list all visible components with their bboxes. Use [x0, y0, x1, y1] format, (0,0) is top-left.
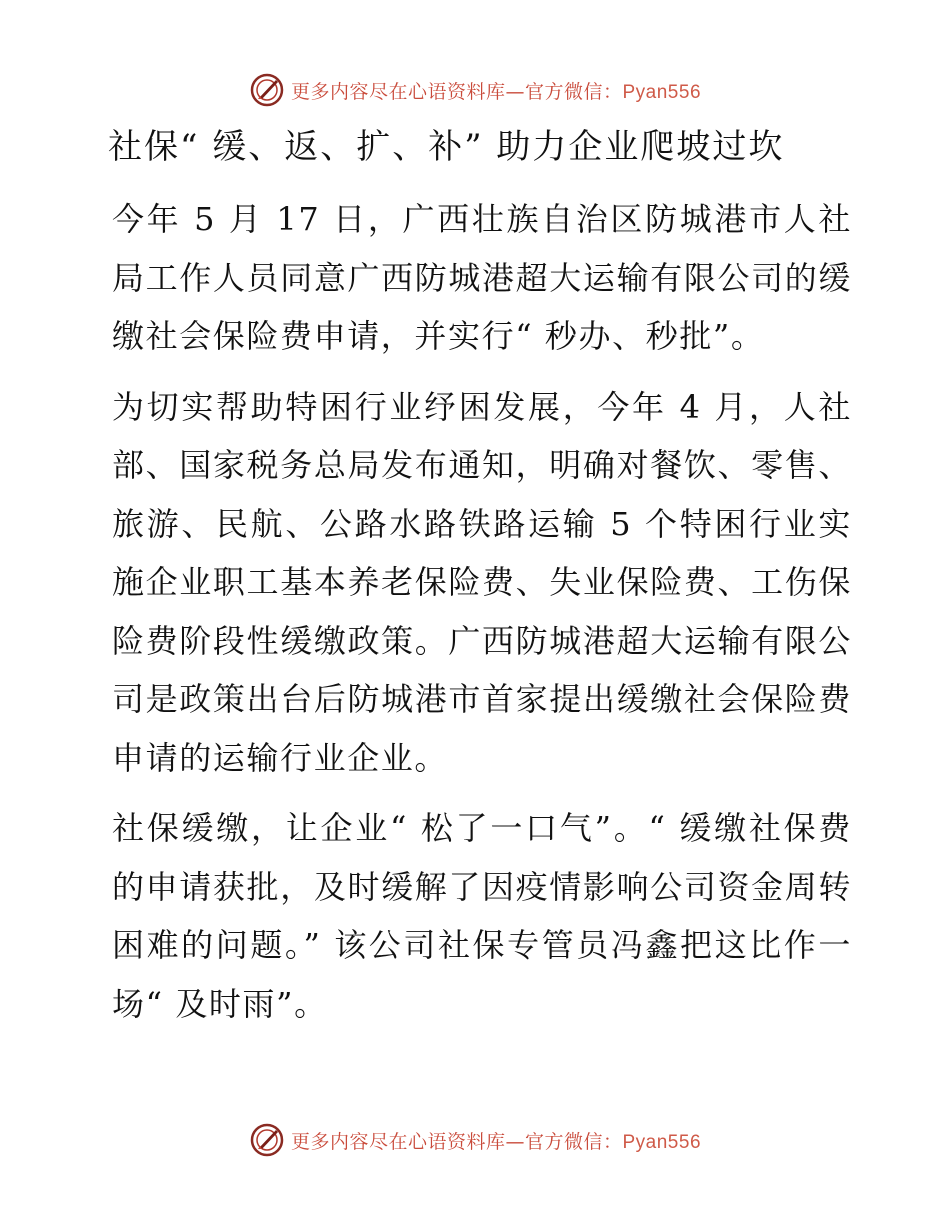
quill-seal-icon — [249, 72, 285, 108]
paragraph-1: 今年 5 月 17 日，广西壮族自治区防城港市人社局工作人员同意广西防城港超大运输有限公司的缓缴社会保险费申请，并实行“ 秒办、秒批”。 — [112, 200, 852, 355]
document-title: 社保“ 缓、返、扩、补” 助力企业爬坡过坎 — [108, 127, 785, 167]
watermark-text — [291, 77, 701, 104]
header-watermark — [0, 70, 950, 110]
watermark-brand: 更多内容尽在心语资料库—官方微信： — [290, 80, 623, 103]
quill-seal-icon — [249, 1122, 285, 1158]
watermark-id: Pyan556 — [622, 1131, 702, 1153]
paragraph-3: 社保缓缴，让企业“ 松了一口气”。“ 缓缴社保费的申请获批，及时缓解了因疫情影响公司资金周转困难的问题。” 该公司社保专管员冯鑫把这比作一场“ 及时雨”。 — [112, 809, 852, 1023]
footer-watermark — [0, 1120, 950, 1160]
document-body — [104, 118, 852, 1033]
watermark-id: Pyan556 — [622, 81, 702, 103]
paragraph-2: 为切实帮助特困行业纾困发展，今年 4 月，人社部、国家税务总局发布通知，明确对餐饮、零售、旅游、民航、公路水路铁路运输 5 个特困行业实施企业职工基本养老保险费、失业保险费、工伤保险费阶段性缓缴政策。广西防城港超大运输有限公司是政策出台后防城港市首家提出缓缴社会保险费申请的运输行业企业。 — [112, 387, 852, 777]
watermark-text — [291, 1127, 701, 1154]
watermark-brand: 更多内容尽在心语资料库—官方微信： — [290, 1130, 623, 1153]
